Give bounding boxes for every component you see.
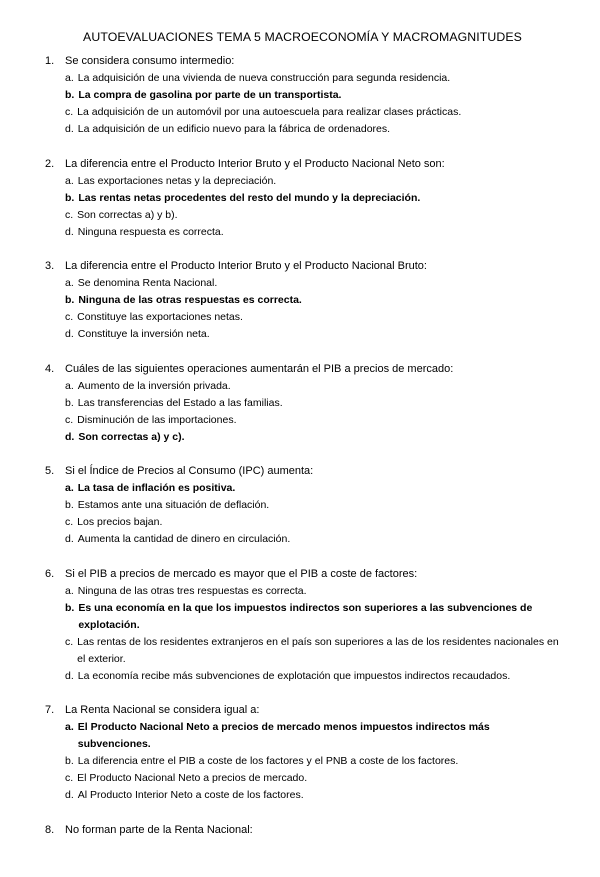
answer-option (65, 634, 560, 668)
option-letter: d. (65, 533, 74, 545)
correct-option (65, 429, 560, 446)
option-letter: d. (65, 123, 74, 135)
answer-option (65, 531, 560, 548)
question-text: La Renta Nacional se considera igual a: (65, 704, 260, 716)
option-letter: b. (65, 601, 75, 614)
correct-option (65, 190, 560, 207)
answer-option (65, 224, 560, 241)
question-2 (45, 156, 560, 241)
option-letter: a. (65, 277, 74, 289)
option-text: Son correctas a) y c). (78, 430, 185, 443)
option-text: Al Producto Interior Neto a coste de los factores. (77, 789, 304, 801)
question-number: 1. (45, 55, 55, 67)
answer-option (65, 326, 560, 343)
option-text: La compra de gasolina por parte de un transportista. (78, 89, 342, 101)
question-1 (45, 53, 560, 138)
question-list (45, 53, 560, 839)
answer-option (65, 497, 560, 514)
question-number: 6. (45, 567, 55, 580)
question-stem (45, 463, 560, 480)
answer-option (65, 309, 560, 326)
option-letter: c. (65, 772, 74, 784)
option-text: Disminución de las importaciones. (77, 413, 237, 426)
option-text: Ninguna respuesta es correcta. (77, 225, 224, 238)
correct-option (65, 600, 560, 634)
option-letter: b. (65, 755, 74, 767)
option-list (45, 70, 560, 138)
option-text: El Producto Nacional Neto a precios de mercado. (77, 772, 308, 784)
option-text: Estamos ante una situación de deflación. (77, 499, 270, 511)
option-text: Constituye las exportaciones netas. (77, 311, 243, 323)
option-text: Ninguna de las otras respuestas es correcta. (78, 294, 302, 306)
question-number: 8. (45, 823, 55, 836)
option-text: La adquisición de un automóvil por una autoescuela para realizar clases prácticas. (77, 106, 462, 118)
option-letter: c. (65, 413, 74, 426)
option-list (45, 719, 560, 804)
option-letter: d. (65, 225, 74, 238)
option-text: La tasa de inflación es positiva. (77, 482, 236, 494)
question-number: 4. (45, 362, 55, 375)
question-text: La diferencia entre el Producto Interior Bruto y el Producto Nacional Bruto: (65, 260, 427, 272)
option-text: Las exportaciones netas y la depreciación. (77, 174, 277, 187)
option-letter: b. (65, 294, 75, 306)
option-text: La diferencia entre el PIB a coste de los factores y el PNB a coste de los factores. (77, 755, 459, 767)
answer-option (65, 412, 560, 429)
answer-option (65, 207, 560, 224)
option-text: Son correctas a) y b). (77, 208, 178, 221)
answer-option (65, 275, 560, 292)
answer-option (65, 770, 560, 787)
question-number: 7. (45, 704, 55, 716)
option-list (45, 275, 560, 343)
answer-option (65, 514, 560, 531)
option-text: El Producto Nacional Neto a precios de mercado menos impuestos indirectos más subvenciones. (77, 721, 490, 750)
option-letter: a. (65, 721, 74, 733)
option-text: Las rentas de los residentes extranjeros en el país son superiores a las de los residentes nacionales en el exterior. (77, 635, 559, 665)
correct-option (65, 719, 560, 753)
answer-option (65, 395, 560, 412)
option-letter: c. (65, 516, 74, 528)
question-stem (45, 702, 560, 719)
question-text: La diferencia entre el Producto Interior Bruto y el Producto Nacional Neto son: (65, 157, 445, 170)
question-7 (45, 702, 560, 804)
option-letter: d. (65, 669, 74, 682)
question-number: 5. (45, 465, 55, 477)
option-letter: b. (65, 499, 74, 511)
option-text: Es una economía en la que los impuestos indirectos son superiores a las subvenciones de explotación. (78, 601, 533, 631)
correct-option (65, 87, 560, 104)
option-letter: c. (65, 208, 74, 221)
option-text: Los precios bajan. (77, 516, 163, 528)
option-text: Ninguna de las otras tres respuestas es correcta. (77, 584, 307, 597)
question-text: Si el Índice de Precios al Consumo (IPC) aumenta: (65, 465, 314, 477)
option-text: La adquisición de un edificio nuevo para la fábrica de ordenadores. (77, 123, 391, 135)
document-title: AUTOEVALUACIONES TEMA 5 MACROECONOMÍA Y MACROMAGNITUDES (83, 30, 522, 44)
answer-option (65, 70, 560, 87)
question-stem (45, 258, 560, 275)
answer-option (65, 668, 560, 685)
question-8 (45, 822, 560, 839)
question-5 (45, 463, 560, 548)
option-list (45, 173, 560, 241)
option-text: La adquisición de una vivienda de nueva construcción para segunda residencia. (77, 72, 451, 84)
question-number: 3. (45, 260, 55, 272)
question-stem (45, 566, 560, 583)
option-letter: d. (65, 789, 74, 801)
question-text: Cuáles de las siguientes operaciones aumentarán el PIB a precios de mercado: (65, 362, 454, 375)
option-letter: d. (65, 430, 75, 443)
option-text: Las transferencias del Estado a las familias. (77, 396, 283, 409)
answer-option (65, 753, 560, 770)
option-text: Constituye la inversión neta. (77, 328, 210, 340)
option-letter: b. (65, 191, 75, 204)
option-letter: c. (65, 311, 74, 323)
question-text: Si el PIB a precios de mercado es mayor que el PIB a coste de factores: (65, 567, 418, 580)
question-stem (45, 361, 560, 378)
option-list (45, 480, 560, 548)
question-number: 2. (45, 157, 55, 170)
question-stem (45, 822, 560, 839)
question-text: No forman parte de la Renta Nacional: (65, 823, 253, 836)
answer-option (65, 378, 560, 395)
question-3 (45, 258, 560, 343)
option-letter: c. (65, 635, 74, 648)
option-text: Las rentas netas procedentes del resto del mundo y la depreciación. (78, 191, 421, 204)
document-page (0, 29, 600, 877)
answer-option (65, 787, 560, 804)
correct-option (65, 480, 560, 497)
question-stem (45, 156, 560, 173)
option-letter: d. (65, 328, 74, 340)
correct-option (65, 292, 560, 309)
option-list (45, 378, 560, 446)
option-letter: a. (65, 72, 74, 84)
option-letter: a. (65, 174, 74, 187)
option-text: Se denomina Renta Nacional. (77, 277, 218, 289)
question-stem (45, 53, 560, 70)
option-letter: a. (65, 482, 74, 494)
question-text: Se considera consumo intermedio: (65, 55, 235, 67)
option-text: La economía recibe más subvenciones de explotación que impuestos indirectos recaudados. (77, 669, 511, 682)
question-6 (45, 566, 560, 685)
option-letter: c. (65, 106, 74, 118)
answer-option (65, 173, 560, 190)
answer-option (65, 104, 560, 121)
option-letter: b. (65, 396, 74, 409)
answer-option (65, 583, 560, 600)
option-letter: b. (65, 89, 75, 101)
option-text: Aumenta la cantidad de dinero en circulación. (77, 533, 291, 545)
option-list (45, 583, 560, 685)
option-letter: a. (65, 584, 74, 597)
option-letter: a. (65, 379, 74, 392)
question-4 (45, 361, 560, 446)
option-text: Aumento de la inversión privada. (77, 379, 231, 392)
answer-option (65, 121, 560, 138)
